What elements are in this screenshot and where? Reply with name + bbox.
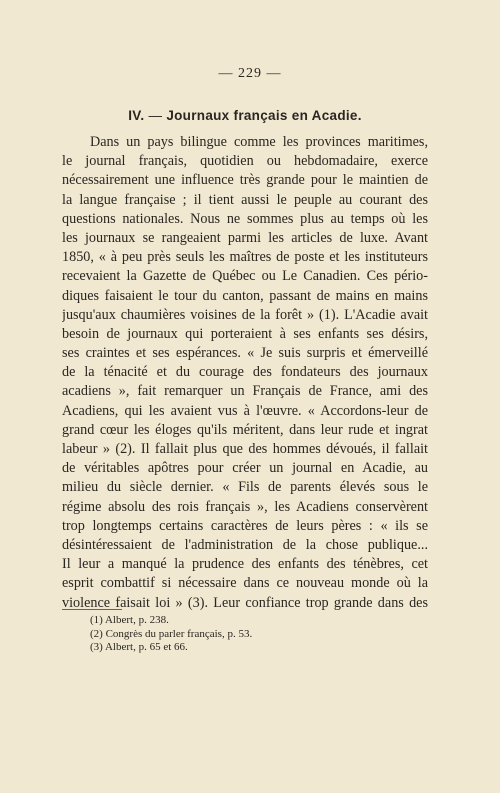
footnote-divider <box>62 609 122 610</box>
text-line: désintéressaient de l'administration de la chose publique... <box>62 536 428 553</box>
text-line: Acadiens, qui les avaient vus à l'œuvre. « Accordons-leur de <box>62 402 428 419</box>
text-line: 1850, « à peu près seuls les maîtres de poste et les instituteurs <box>62 249 428 266</box>
text-line: acadiens », fait remarquer un Français de France, ami des <box>62 383 428 400</box>
text-line: régime absolu des rois français », les Acadiens conservèrent <box>62 498 428 515</box>
text-line: de véritables apôtres pour créer un journal en Acadie, au <box>62 460 428 477</box>
text-line: jusqu'aux chaumières voisines de la forêt » (1). L'Acadie avait <box>62 306 428 323</box>
section-numeral: IV. <box>128 108 145 123</box>
section-title: Journaux français en Acadie. <box>166 108 362 123</box>
text-line: trop longtemps certains caractères de leurs pères : « ils se <box>62 517 428 534</box>
text-line: Il leur a manqué la prudence des enfants des ténèbres, cet <box>62 556 428 573</box>
text-line: grand cœur les éloges qu'ils méritent, dans leur rude et ingrat <box>62 421 428 438</box>
text-line: ses craintes et ses espérances. « Je suis surpris et émerveillé <box>62 345 428 362</box>
text-line: esprit combattif si nécessaire dans ce nouveau monde où la <box>62 575 428 592</box>
text-line: diques faisaient le tour du canton, passant de mains en mains <box>62 287 428 304</box>
footnotes <box>90 614 430 655</box>
page-number: — 229 — <box>218 66 282 81</box>
text-line: questions nationales. Nous ne sommes plus au temps où les <box>62 210 428 227</box>
text-line: le journal français, quotidien ou hebdomadaire, exerce <box>62 153 428 170</box>
text-line: besoin de journaux qui porteraient à ses enfants ses désirs, <box>62 325 428 342</box>
text-line: les journaux se rangeaient parmi les articles de luxe. Avant <box>62 229 428 246</box>
text-line: recevaient la Gazette de Québec ou Le Canadien. Ces pério- <box>62 268 428 285</box>
footnote: (3) Albert, p. 65 et 66. <box>90 641 188 653</box>
text-line: milieu du siècle dernier. « Fils de parents élevés sous le <box>62 479 428 496</box>
footnote: (1) Albert, p. 238. <box>90 614 169 626</box>
section-heading <box>62 108 428 123</box>
text-line: nécessairement une influence très grande pour le maintien de <box>62 172 428 189</box>
text-line: Dans un pays bilingue comme les provinces maritimes, <box>90 134 428 150</box>
text-line: de la ténacité et du courage des fondateurs des journaux <box>62 364 428 381</box>
text-line: la langue française ; il tient aussi le peuple au courant des <box>62 191 428 208</box>
footnote: (2) Congrès du parler français, p. 53. <box>90 627 253 640</box>
section-dash: — <box>148 108 163 123</box>
body-text <box>62 133 428 613</box>
text-line: violence faisait loi » (3). Leur confiance trop grande dans des <box>62 594 428 611</box>
text-line: labeur » (2). Il fallait plus que des hommes dévoués, il fallait <box>62 441 428 457</box>
